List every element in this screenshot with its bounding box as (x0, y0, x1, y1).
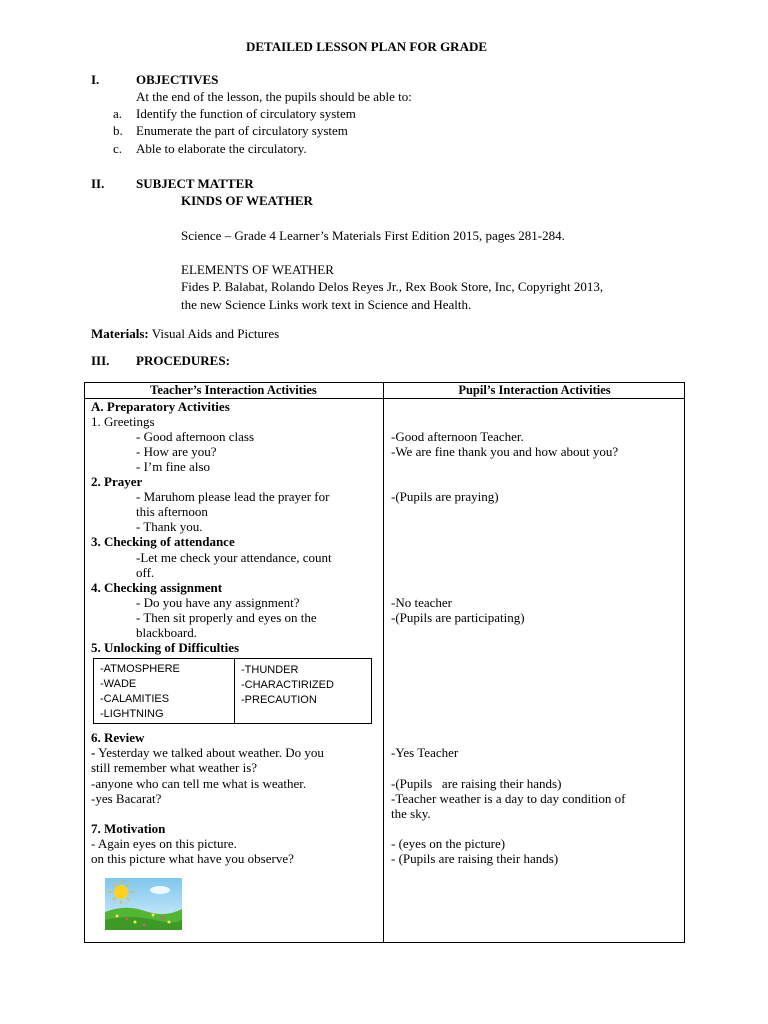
pupil-column-header: Pupil’s Interaction Activities (458, 383, 611, 397)
procedures-number: III. (91, 353, 110, 368)
pupil-line: -Yes Teacher (391, 745, 459, 760)
pupil-line: - (eyes on the picture) (391, 836, 506, 851)
vocabulary-word: -CHARACTIRIZED (241, 679, 334, 691)
vocabulary-word: -CALAMITIES (100, 693, 170, 705)
page-title: DETAILED LESSON PLAN FOR GRADE (246, 39, 488, 54)
teacher-column-header: Teacher’s Interaction Activities (150, 383, 317, 397)
teacher-line: on this picture what have you observe? (91, 851, 294, 866)
objective-item: Able to elaborate the circulatory. (136, 141, 307, 156)
materials-text: Visual Aids and Pictures (151, 326, 280, 341)
reference-1: Science – Grade 4 Learner’s Materials First Edition 2015, pages 281-284. (181, 228, 565, 243)
motivation-heading: 7. Motivation (91, 821, 166, 836)
objective-item: Enumerate the part of circulatory system (136, 123, 348, 138)
procedures-heading: PROCEDURES: (136, 353, 230, 368)
vocabulary-word: -LIGHTNING (100, 708, 164, 720)
subject-topic: KINDS OF WEATHER (181, 193, 313, 208)
teacher-line: - Then sit properly and eyes on the (136, 610, 317, 625)
pupil-line: -(Pupils are raising their hands) (391, 776, 562, 791)
objectives-number: I. (91, 72, 100, 87)
vocabulary-word: -PRECAUTION (241, 694, 317, 706)
reference-2-title: ELEMENTS OF WEATHER (181, 262, 334, 277)
teacher-line: still remember what weather is? (91, 760, 258, 775)
reference-2-line: the new Science Links work text in Science and Health. (181, 297, 472, 312)
materials-label: Materials: (91, 326, 149, 341)
teacher-line: this afternoon (136, 504, 208, 519)
objectives-heading: OBJECTIVES (136, 72, 219, 87)
teacher-line: - How are you? (136, 444, 217, 459)
pupil-line: -Good afternoon Teacher. (391, 429, 524, 444)
greetings-heading: 1. Greetings (91, 414, 155, 429)
teacher-line: -yes Bacarat? (91, 791, 162, 806)
teacher-line: -Let me check your attendance, count (136, 550, 332, 565)
section-preparatory: A. Preparatory Activities (91, 399, 230, 414)
assignment-heading: 4. Checking assignment (91, 580, 223, 595)
review-text: Yesterday we talked about weather. Do you (95, 745, 324, 760)
reference-2-line: Fides P. Balabat, Rolando Delos Reyes Jr., Rex Book Store, Inc, Copyright 2013, (181, 279, 604, 294)
pupil-line: -Teacher weather is a day to day condition of (391, 791, 626, 806)
unlocking-heading: 5. Unlocking of Difficulties (91, 640, 240, 655)
vocabulary-word: -WADE (100, 678, 137, 690)
objectives-intro: At the end of the lesson, the pupils should be able to: (136, 89, 412, 104)
teacher-line: blackboard. (136, 625, 198, 640)
review-heading: 6. Review (91, 730, 145, 745)
attendance-heading: 3. Checking of attendance (91, 534, 235, 549)
subject-number: II. (91, 176, 105, 191)
teacher-line: -anyone who can tell me what is weather. (91, 776, 307, 791)
subject-heading: SUBJECT MATTER (136, 176, 254, 191)
prayer-heading: 2. Prayer (91, 474, 143, 489)
review-dash: - (91, 745, 96, 760)
teacher-line: - Again eyes on this picture. (91, 836, 237, 851)
pupil-line: -(Pupils are participating) (391, 610, 525, 625)
teacher-line (91, 745, 324, 761)
pupil-line: - (Pupils are raising their hands) (391, 851, 559, 866)
table-column-divider (383, 382, 384, 943)
vocabulary-word: -THUNDER (241, 664, 299, 676)
teacher-line: - I’m fine also (136, 459, 211, 474)
pupil-line: -(Pupils are praying) (391, 489, 499, 504)
pupil-line: -No teacher (391, 595, 452, 610)
pupil-line: -We are fine thank you and how about you? (391, 444, 619, 459)
materials-line (91, 326, 279, 342)
teacher-line: - Thank you. (136, 519, 203, 534)
teacher-line: - Good afternoon class (136, 429, 255, 444)
teacher-line: - Do you have any assignment? (136, 595, 300, 610)
teacher-line: off. (136, 565, 155, 580)
objective-letter: a. (113, 106, 123, 121)
sunny-weather-picture (105, 878, 182, 930)
objective-item: Identify the function of circulatory system (136, 106, 356, 121)
objective-letter: c. (113, 141, 123, 156)
pupil-line: the sky. (391, 806, 431, 821)
teacher-line: - Maruhom please lead the prayer for (136, 489, 330, 504)
objective-letter: b. (113, 123, 123, 138)
vocabulary-word: -ATMOSPHERE (100, 663, 180, 675)
